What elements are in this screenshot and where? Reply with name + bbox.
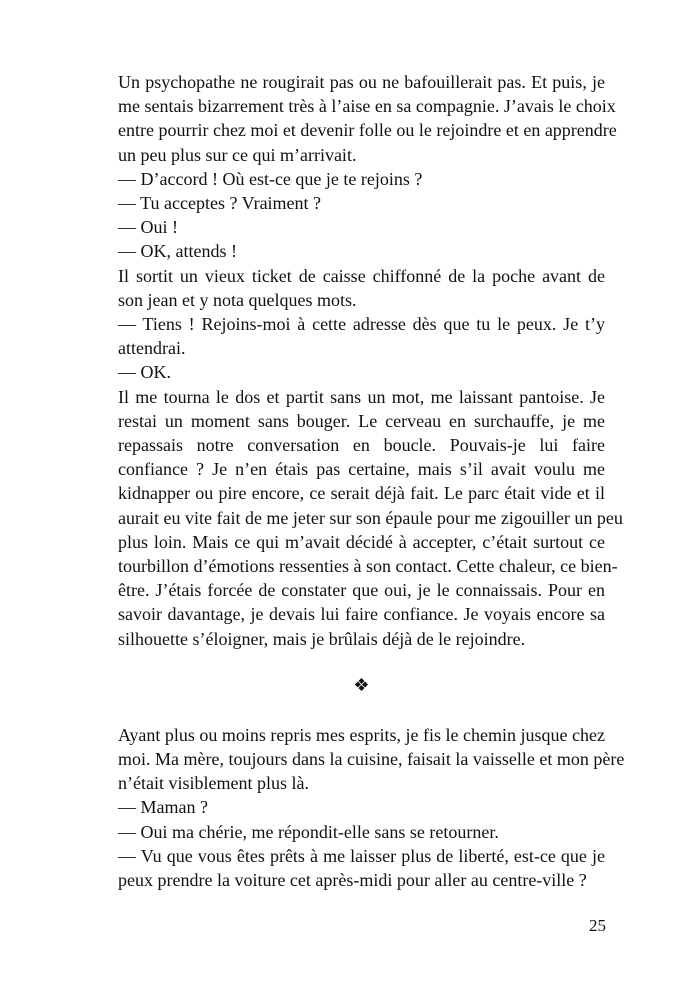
- dialog-line: — Oui ma chérie, me répondit-elle sans se retourner.: [118, 821, 499, 842]
- text-line: un peu plus sur ce qui m’arrivait.: [118, 144, 357, 165]
- dialog-line: — OK, attends !: [118, 241, 237, 262]
- text-line: repassais notre conversation en boucle. Pouvais-je lui faire: [118, 435, 605, 456]
- dialog-line: — Oui !: [118, 217, 178, 238]
- page-number: 25: [589, 916, 606, 935]
- text-line: peux prendre la voiture cet après-midi pour aller au centre-ville ?: [118, 870, 587, 891]
- text-line: — Vu que vous êtes prêts à me laisser plus de liberté, est-ce que je: [118, 845, 605, 866]
- dialog-line: — OK.: [118, 362, 171, 383]
- paragraph: [118, 723, 625, 796]
- text-line: — Tiens ! Rejoins-moi à cette adresse dès que tu le peux. Je t’y: [118, 314, 605, 335]
- text-line: attendrai.: [118, 338, 186, 359]
- dialog-lines: [118, 167, 605, 264]
- text-line: aurait eu vite fait de me jeter sur son épaule pour me zigouiller un peu: [118, 507, 623, 528]
- text-line: Ayant plus ou moins repris mes esprits, je fis le chemin jusque chez: [118, 724, 605, 745]
- paragraph: [118, 264, 605, 312]
- paragraph: [118, 70, 617, 167]
- dialog-line: — Tu acceptes ? Vraiment ?: [118, 193, 322, 214]
- text-line: kidnapper ou pire encore, ce serait déjà fait. Le parc était vide et il: [118, 483, 605, 504]
- paragraph: [118, 844, 605, 892]
- dialog-line: — Maman ?: [118, 797, 208, 818]
- paragraph: [118, 312, 605, 360]
- text-line: Il me tourna le dos et partit sans un mot, me laissant pantoise. Je: [118, 386, 605, 407]
- paragraph: [118, 385, 623, 651]
- text-line: restai un moment sans bouger. Le cerveau en surchauffe, je me: [118, 410, 605, 431]
- text-line: moi. Ma mère, toujours dans la cuisine, faisait la vaisselle et mon père: [118, 749, 625, 770]
- text-line: plus loin. Mais ce qui m’avait décidé à accepter, c’était surtout ce: [118, 531, 605, 552]
- text-line: silhouette s’éloigner, mais je brûlais déjà de le rejoindre.: [118, 628, 526, 649]
- dialog-lines: [118, 795, 605, 843]
- text-line: savoir davantage, je devais lui faire confiance. Je voyais encore sa: [118, 604, 605, 625]
- text-line: me sentais bizarrement très à l’aise en sa compagnie. J’avais le choix: [118, 96, 616, 117]
- text-line: entre pourrir chez moi et devenir folle ou le rejoindre et en apprendre: [118, 120, 617, 141]
- dialog-line: — D’accord ! Où est-ce que je te rejoins ?: [118, 168, 423, 189]
- text-line: son jean et y nota quelques mots.: [118, 289, 357, 310]
- dialog-lines: [118, 360, 605, 384]
- text-line: n’était visiblement plus là.: [118, 773, 309, 794]
- section-break-ornament: ❖: [353, 674, 370, 695]
- text-line: Un psychopathe ne rougirait pas ou ne bafouillerait pas. Et puis, je: [118, 72, 605, 92]
- text-line: confiance ? Je n’en étais pas certaine, mais s’il avait voulu me: [118, 459, 605, 480]
- text-line: tourbillon d’émotions ressenties à son contact. Cette chaleur, ce bien-: [118, 556, 618, 577]
- page-body: [118, 70, 625, 892]
- text-line: Il sortit un vieux ticket de caisse chiffonné de la poche avant de: [118, 265, 605, 286]
- text-line: être. J’étais forcée de constater que oui, je le connaissais. Pour en: [118, 580, 605, 601]
